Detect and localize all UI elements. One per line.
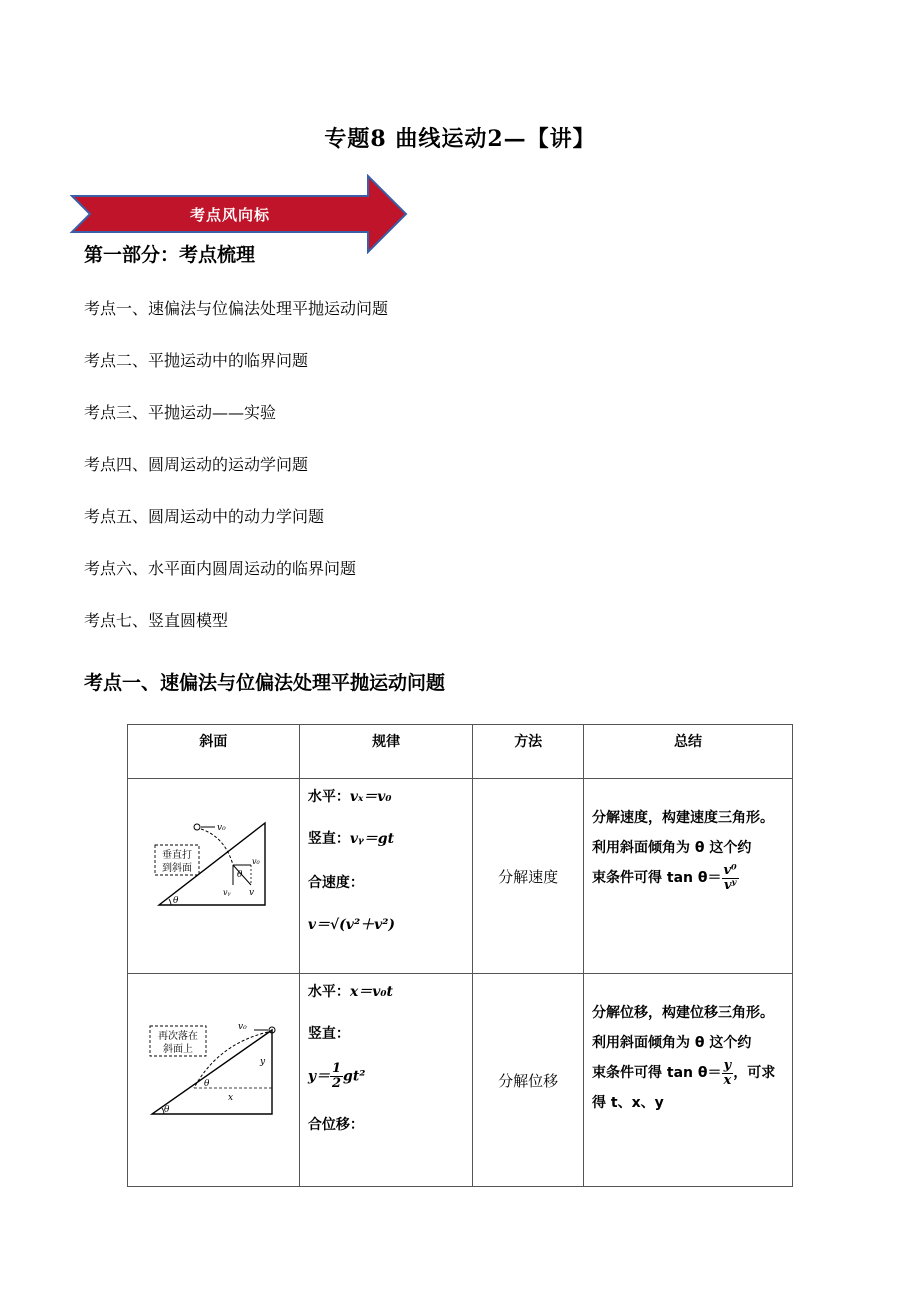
figure-label-line2: 斜面上	[163, 1044, 194, 1055]
summary-line: 束条件可得 tan θ＝ $\frac{\text{v⁰}}{\text{vʸ}}$	[592, 862, 737, 893]
figure-v0-label: v₀	[238, 1022, 248, 1032]
part1-heading: 第一部分：考点梳理	[84, 244, 256, 266]
list-item: 考点四、圆周运动的运动学问题	[84, 455, 309, 474]
figure-label-line1: 垂直打	[162, 850, 193, 861]
key-points-list	[84, 296, 388, 660]
law-horizontal: 水平：x＝v₀t	[307, 984, 393, 1000]
banner-label: 考点风向标	[190, 206, 271, 224]
law-vertical-expr: y＝ $\frac{1}{2}$ gt²	[307, 1061, 366, 1091]
displacement-diagram	[148, 1018, 278, 1128]
law-combined-expr: v＝√(v²＋v²)	[307, 917, 395, 933]
table-header-row	[128, 725, 793, 779]
document-title: 专题8 曲线运动2—【讲】	[324, 126, 596, 152]
list-item: 考点三、平抛运动——实验	[84, 403, 277, 422]
header-method: 方法	[473, 725, 584, 779]
law-cell	[299, 974, 473, 1187]
figure-vy-label: vᵧ	[223, 888, 231, 897]
method-cell: 分解速度	[473, 779, 584, 974]
figure-label-line1: 再次落在	[158, 1031, 199, 1042]
law-cell	[299, 779, 473, 974]
figure-theta-base: θ	[164, 1105, 170, 1115]
summary-line: 得 t、x、y	[592, 1095, 664, 1111]
summary-line: 束条件可得 tan θ＝ $\frac{y}{x}$ ，可求	[592, 1057, 776, 1088]
law-vertical-label: 竖直：	[307, 1026, 350, 1042]
incline-figure-cell	[128, 974, 300, 1187]
summary-fraction: $\frac{y}{x}$	[723, 1057, 732, 1088]
law-horizontal: 水平：vₓ＝v₀	[307, 789, 392, 805]
figure-v-label: v	[249, 888, 255, 898]
section1-heading: 考点一、速偏法与位偏法处理平抛运动问题	[84, 672, 446, 694]
list-item: 考点一、速偏法与位偏法处理平抛运动问题	[84, 299, 389, 318]
list-item: 考点五、圆周运动中的动力学问题	[84, 507, 325, 526]
law-combined-label: 合位移：	[307, 1117, 364, 1133]
summary-cell	[584, 779, 793, 974]
figure-label-line2: 到斜面	[162, 863, 193, 874]
summary-line: 利用斜面倾角为 θ 这个约	[592, 840, 752, 856]
velocity-diagram	[153, 815, 273, 925]
table-row	[128, 974, 793, 1187]
figure-v0-small: v₀	[252, 857, 261, 866]
figure-theta-base: θ	[173, 896, 179, 906]
rules-table	[127, 724, 793, 1187]
summary-line: 分解位移，构建位移三角形。	[592, 1005, 775, 1021]
figure-y-label: y	[260, 1057, 266, 1067]
law-combined-label: 合速度：	[307, 875, 364, 891]
list-item: 考点七、竖直圆模型	[84, 611, 229, 630]
figure-theta-upper: θ	[237, 870, 243, 880]
summary-line: 分解速度，构建速度三角形。	[592, 810, 775, 826]
incline-figure-cell	[128, 779, 300, 974]
figure-theta-upper: θ	[204, 1079, 210, 1089]
list-item: 考点二、平抛运动中的临界问题	[84, 351, 309, 370]
method-cell: 分解位移	[473, 974, 584, 1187]
list-item: 考点六、水平面内圆周运动的临界问题	[84, 559, 357, 578]
figure-x-label: x	[228, 1093, 234, 1103]
summary-cell	[584, 974, 793, 1187]
law-vertical: 竖直：vᵧ＝gt	[307, 831, 395, 847]
header-incline: 斜面	[128, 725, 300, 779]
table-row	[128, 779, 793, 974]
law-fraction: $\frac{1}{2}$	[331, 1061, 342, 1091]
header-summary: 总结	[584, 725, 793, 779]
figure-v0-label: v₀	[217, 823, 227, 833]
header-law: 规律	[299, 725, 473, 779]
summary-line: 利用斜面倾角为 θ 这个约	[592, 1035, 752, 1051]
summary-fraction: $\frac{\text{v⁰}}{\text{vʸ}}$	[723, 862, 737, 893]
